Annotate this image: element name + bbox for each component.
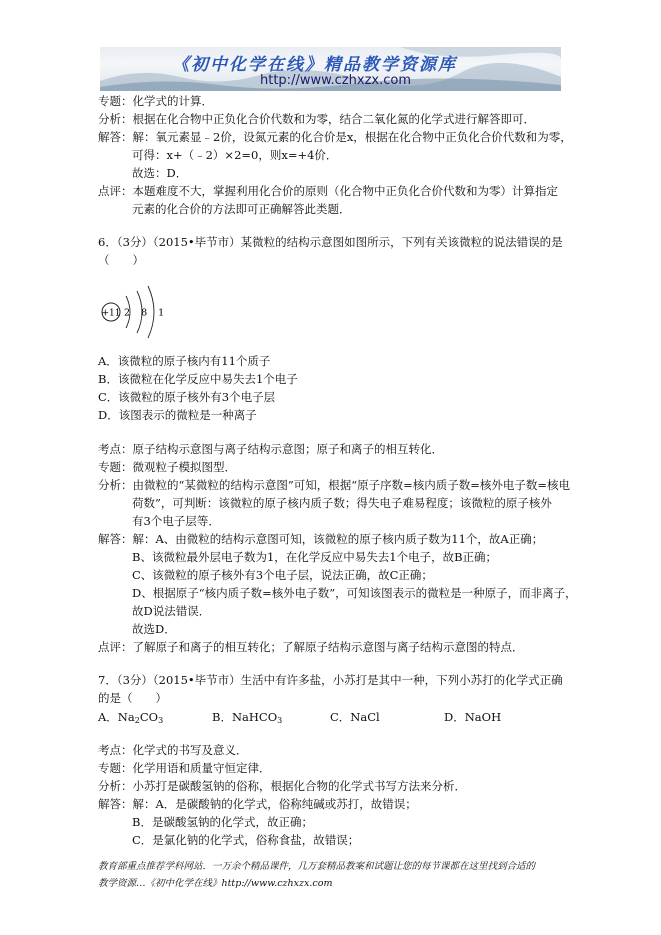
- footer-line1: 教育部重点推荐学科网站．一万余个精品课件，几万套精品教案和试题让您的每节课都在这里找到合适的: [98, 861, 536, 872]
- q6-comment: 点评：了解原子和离子的相互转化；了解原子结构示意图与离子结构示意图的特点．: [98, 640, 524, 654]
- q6-answer-line5: 故D说法错误．: [132, 604, 211, 618]
- q6-kaodian: 考点：原子结构示意图与离子结构示意图；原子和离子的相互转化．: [98, 442, 443, 456]
- q5-answer-line1: 解答：解：氧元素显﹣2价，设氮元素的化合价是x，根据在化合物中正负化合价代数和为零，: [98, 130, 572, 144]
- electron-shells: 2 8 1: [124, 307, 169, 319]
- q6-analysis-line2: 荷数”，可判断：该微粒的原子核内质子数；得失电子难易程度；该微粒的原子核外: [132, 496, 552, 510]
- q6-answer-line2: B、该微粒最外层电子数为1，在化学反应中易失去1个电子，故B正确；: [132, 550, 498, 564]
- q5-analysis: 分析：根据在化合物中正负化合价代数和为零，结合二氧化氮的化学式进行解答即可．: [98, 112, 535, 126]
- q6-analysis-line3: 有3个电子层等．: [132, 514, 220, 528]
- header-banner: [100, 47, 561, 91]
- q6-stem-line2: （ ）: [98, 253, 144, 267]
- banner-url[interactable]: http://www.czhxzx.com: [260, 73, 411, 88]
- q7-stem-line1: 7．（3分）（2015•毕节市）生活中有许多盐，小苏打是其中一种，下列小苏打的化学式正确: [98, 673, 563, 687]
- q5-answer-line2: 可得：x+（﹣2）×2=0，则x=+4价．: [132, 148, 338, 162]
- q7-option-c: C．NaCl: [330, 710, 380, 724]
- q6-option-c: C．该微粒的原子核外有3个电子层: [98, 390, 276, 404]
- q7-analysis: 分析：小苏打是碳酸氢钠的俗称，根据化合物的化学式书写方法来分析．: [98, 779, 466, 793]
- q6-option-d: D．该图表示的微粒是一种离子: [98, 408, 257, 422]
- q7-answer-line1: 解答：解：A．是碳酸钠的化学式，俗称纯碱或苏打，故错误；: [98, 797, 417, 811]
- q5-comment-line1: 点评：本题难度不大，掌握利用化合价的原则（化合物中正负化合价代数和为零）计算指定: [98, 184, 558, 198]
- q5-topic: 专题：化学式的计算．: [98, 94, 213, 108]
- q6-answer-line4: D、根据原子“核内质子数=核外电子数”，可知该图表示的微粒是一种原子，而非离子，: [132, 586, 577, 600]
- q6-answer-line6: 故选D．: [132, 622, 176, 636]
- q5-comment-line2: 元素的化合价的方法即可正确解答此类题．: [132, 202, 351, 216]
- q7-option-d: D．NaOH: [444, 710, 502, 724]
- q6-topic: 专题：微观粒子模拟图型．: [98, 460, 236, 474]
- q7-answer-line2: B．是碳酸氢钠的化学式，故正确；: [132, 815, 313, 829]
- q7-kaodian: 考点：化学式的书写及意义．: [98, 743, 248, 757]
- q7-topic: 专题：化学用语和质量守恒定律．: [98, 761, 271, 775]
- q7-answer-line3: C．是氯化钠的化学式，俗称食盐，故错误；: [132, 833, 360, 847]
- q7-stem-line2: 的是（ ）: [98, 691, 167, 705]
- q6-option-a: A．该微粒的原子核内有11个质子: [98, 354, 271, 368]
- nucleus-charge: +11: [101, 308, 121, 319]
- q6-stem-line1: 6．（3分）（2015•毕节市）某微粒的结构示意图如图所示，下列有关该微粒的说法错误的是: [98, 235, 563, 249]
- q6-answer-line1: 解答：解：A、由微粒的结构示意图可知，该微粒的原子核内质子数为11个，故A正确；: [98, 532, 544, 546]
- atom-structure-diagram: [100, 282, 170, 342]
- q6-answer-line3: C、该微粒的原子核外有3个电子层，说法正确，故C正确；: [132, 568, 433, 582]
- banner-title: 《初中化学在线》精品教学资源库: [172, 55, 457, 75]
- q6-option-b: B．该微粒在化学反应中易失去1个电子: [98, 372, 298, 386]
- q6-analysis-line1: 分析：由微粒的“某微粒的结构示意图”可知，根据“原子序数=核内质子数=核外电子数=核电: [98, 478, 571, 492]
- footer-line2[interactable]: 教学资源…《初中化学在线》http://www.czhxzx.com: [98, 878, 333, 889]
- q7-option-a: A．$Na_2CO_3$: [98, 710, 164, 725]
- q5-answer-line3: 故选：D．: [132, 166, 188, 180]
- q7-option-b: B．NaHCO$_3$: [212, 710, 283, 725]
